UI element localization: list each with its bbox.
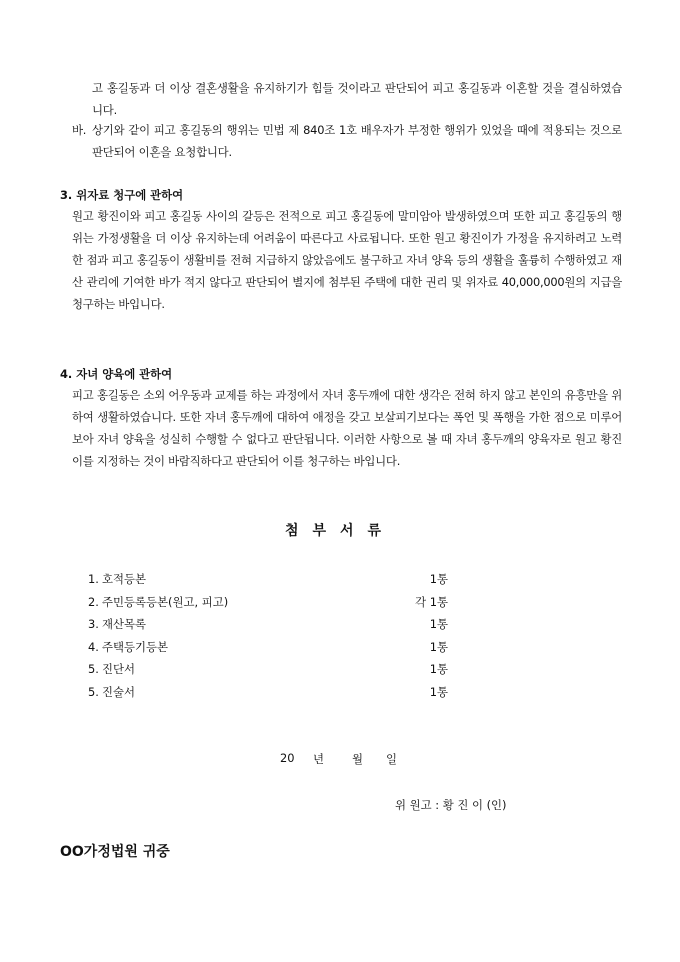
section2-continuation: 고 홍길동과 더 이상 결혼생활을 유지하기가 힘들 것이라고 판단되어 피고 홍길동과 이혼할 것을 결심하였습니다. [92, 81, 622, 117]
attachment-qty: 1통 [429, 617, 448, 631]
section3-heading: 3. 위자료 청구에 관하여 [60, 188, 184, 202]
attachment-name: 호적등본 [102, 572, 147, 586]
attachment-item [88, 571, 448, 594]
attachment-name: 진술서 [102, 684, 136, 699]
attachment-qty: 1통 [429, 639, 448, 654]
attachment-item [88, 616, 448, 639]
section4-body: 피고 홍길동은 소외 어우동과 교제를 하는 과정에서 자녀 홍두깨에 대한 생각은 전혀 하지 않고 본인의 유흥만을 위하여 생활하였습니다. 또한 자녀 홍두깨에 대하여 애정을 갖고 보살피기보다는 폭언 및 폭행을 가한 점으로 미루어 보아 자녀 양육을 성실히 수행할 수 없다고 판단됩니다. 이러한 사항으로 볼 때 자녀 홍두깨의 양육자로 원고 황진이를 지정하는 것이 바람직하다고 판단되어 이를 청구하는 바입니다. [72, 388, 622, 468]
date-year-unit: 년 [313, 752, 325, 766]
attachment-num: 4. [88, 639, 99, 654]
date-day-unit: 일 [386, 752, 398, 766]
attachment-item [88, 661, 448, 684]
attachment-num: 2. [88, 594, 99, 609]
attachment-qty: 1통 [429, 662, 448, 676]
attachment-qty: 1통 [429, 684, 448, 699]
attachment-name: 주민등록등본(원고, 피고) [102, 594, 229, 609]
section3-body: 원고 황진이와 피고 홍길동 사이의 갈등은 전적으로 피고 홍길동에 말미암아 발생하였으며 또한 피고 홍길동의 행위는 가정생활을 더 이상 유지하는데 어려움이 따른다고 사료됩니다. 또한 원고 황진이가 가정을 유지하려고 노력한 점과 피고 홍길동이 생활비를 전혀 지급하지 않았음에도 불구하고 자녀 양육 등의 생활을 훌륭히 수행하였고 재산 관리에 기여한 바가 적지 않다고 판단되어 별지에 첨부된 주택에 대한 권리 및 위자료 40,000,000원의 지급을 청구하는 바입니다. [72, 209, 622, 311]
attachment-item [88, 594, 448, 617]
attachment-num: 5. [88, 684, 99, 699]
date-year: 20 [280, 751, 295, 765]
attachment-qty: 1통 [429, 572, 448, 586]
court-addressee: OO가정법원 귀중 [60, 844, 170, 860]
attachment-name: 진단서 [102, 662, 136, 676]
attachment-name: 재산목록 [102, 617, 147, 631]
signature-line: 위 원고 : 황 진 이 (인) [395, 798, 507, 812]
attachment-name: 주택등기등본 [102, 639, 169, 654]
item-ba-marker: 바. [72, 123, 87, 137]
attachment-item [88, 639, 448, 662]
attachment-item [88, 684, 448, 707]
attachments-title: 첨부서류 [284, 523, 396, 539]
attachments-list [88, 571, 448, 706]
item-ba [72, 120, 622, 163]
attachment-num: 5. [88, 662, 99, 676]
attachment-num: 1. [88, 572, 99, 586]
date-month-unit: 월 [352, 752, 364, 766]
attachment-num: 3. [88, 617, 99, 631]
item-ba-text: 상기와 같이 피고 홍길동의 행위는 민법 제 840조 1호 배우자가 부정한 행위가 있었을 때에 적용되는 것으로 판단되어 이혼을 요청합니다. [92, 123, 622, 159]
attachment-qty: 각 1통 [415, 594, 448, 609]
section4-heading: 4. 자녀 양육에 관하여 [60, 367, 173, 381]
